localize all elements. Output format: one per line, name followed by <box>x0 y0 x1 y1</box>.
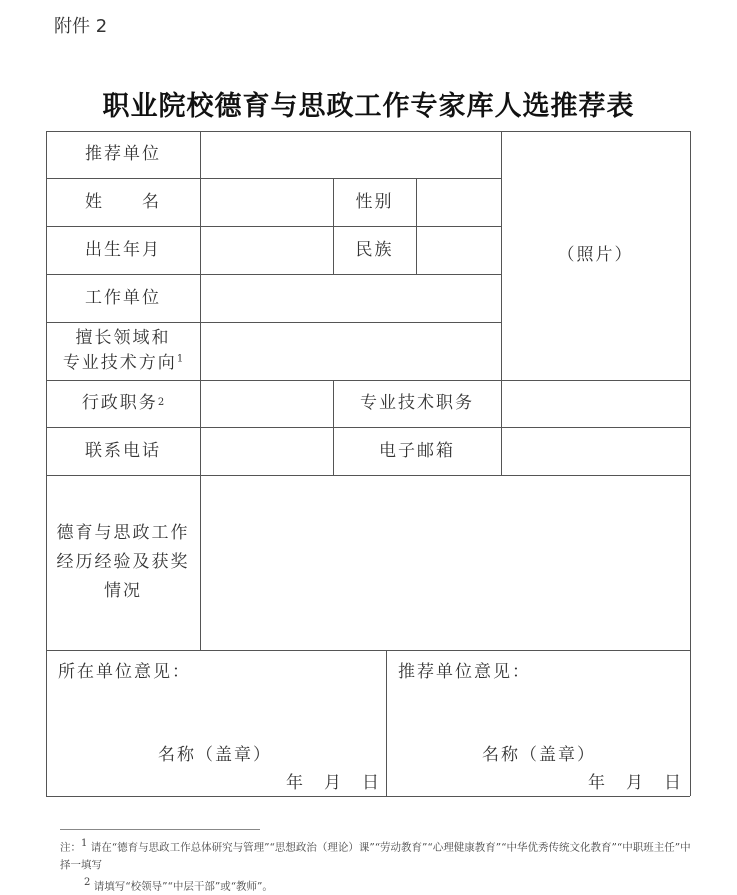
birth-field[interactable] <box>200 226 333 274</box>
footnote-1-text: 请在“德育与思政工作总体研究与管理”“思想政治（理论）课”“劳动教育”“心理健康教育”“中华优秀传统文化教育”“中职班主任”中择一填写 <box>60 842 691 871</box>
footnote-mark-1: 1 <box>177 353 183 364</box>
label-email: 电子邮箱 <box>333 427 501 475</box>
tech-post-field[interactable] <box>501 380 690 427</box>
label-recommend-unit: 推荐单位 <box>46 131 200 178</box>
label-expertise <box>46 322 200 380</box>
label-expertise-line1: 擅长领域和 <box>76 326 171 351</box>
recommend-unit-field[interactable] <box>200 131 501 178</box>
label-ethnicity: 民族 <box>333 226 416 274</box>
form-title: 职业院校德育与思政工作专家库人选推荐表 <box>0 84 737 123</box>
footnote-divider <box>60 829 260 830</box>
left-seal-label: 名称（盖章） <box>158 740 272 765</box>
notes-prefix: 注： <box>60 842 81 854</box>
expertise-field[interactable] <box>200 322 501 380</box>
label-name: 姓 名 <box>46 178 200 226</box>
phone-field[interactable] <box>200 427 333 475</box>
label-gender: 性别 <box>333 178 416 226</box>
footnotes <box>60 835 700 895</box>
email-field[interactable] <box>501 427 690 475</box>
gender-field[interactable] <box>416 178 501 226</box>
ethnicity-field[interactable] <box>416 226 501 274</box>
footnote-1 <box>60 835 700 874</box>
label-experience <box>46 475 200 650</box>
footnote-2-text: 请填写“校领导”“中层干部”或“教师”。 <box>94 880 273 892</box>
label-work-unit: 工作单位 <box>46 274 200 322</box>
experience-field[interactable] <box>200 475 690 650</box>
label-expertise-line2-wrap <box>63 351 183 376</box>
footnote-2 <box>60 874 700 895</box>
label-birth: 出生年月 <box>46 226 200 274</box>
label-admin-post-text: 行政职务 <box>82 391 158 416</box>
label-admin-post <box>46 380 200 427</box>
name-field[interactable] <box>200 178 333 226</box>
work-unit-field[interactable] <box>200 274 501 322</box>
admin-post-field[interactable] <box>200 380 333 427</box>
label-experience-line1: 德育与思政工作 <box>57 519 190 548</box>
left-opinion-title: 所在单位意见： <box>58 657 191 682</box>
photo-box[interactable]: （照片） <box>501 131 690 380</box>
footnote-mark-2: 2 <box>158 396 164 411</box>
label-phone: 联系电话 <box>46 427 200 475</box>
footnote-1-mark: 1 <box>81 838 87 849</box>
label-tech-post: 专业技术职务 <box>333 380 501 427</box>
right-date-label: 年 月 日 <box>588 768 683 793</box>
label-experience-line3: 情况 <box>104 577 142 606</box>
label-experience-line2: 经历经验及获奖 <box>57 548 190 577</box>
footnote-2-mark: 2 <box>84 877 90 888</box>
attachment-label: 附件 2 <box>54 12 107 38</box>
right-opinion-title: 推荐单位意见： <box>398 657 531 682</box>
left-date-label: 年 月 日 <box>286 768 381 793</box>
right-seal-label: 名称（盖章） <box>482 740 596 765</box>
label-expertise-line2: 专业技术方向 <box>63 353 177 373</box>
